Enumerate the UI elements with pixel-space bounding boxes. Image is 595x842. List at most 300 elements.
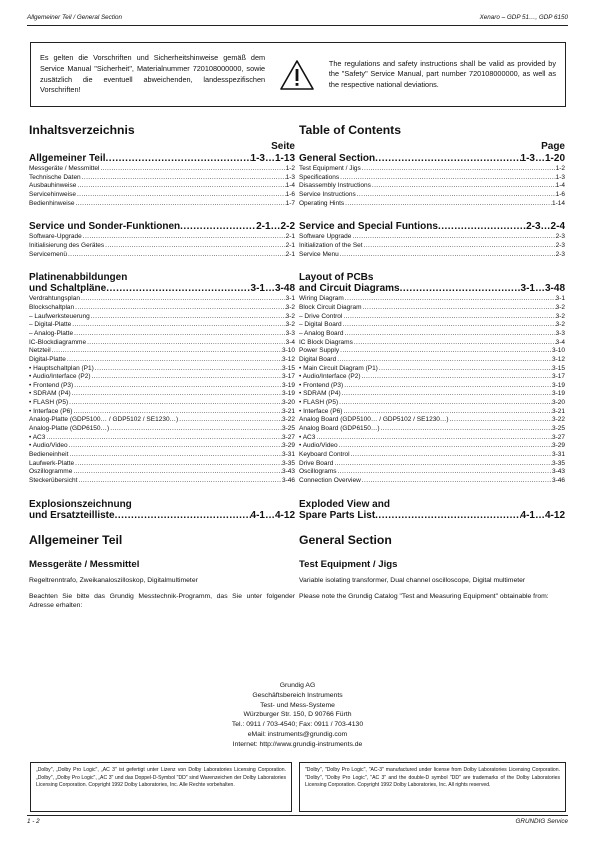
toc-entry-label: Bedieneinheit: [29, 451, 69, 459]
toc-section-heading[interactable]: [299, 221, 565, 232]
toc-entry[interactable]: [29, 425, 295, 434]
toc-leader: [75, 200, 286, 209]
toc-leader: [339, 347, 552, 356]
address-line: Grundig AG: [279, 682, 316, 689]
toc-section-heading[interactable]: [29, 153, 295, 164]
toc-entry-label: • Audio/Video: [299, 442, 338, 450]
toc-section-title-line1: Exploded View and: [299, 498, 390, 510]
toc-entry-label: Digital-Platte: [29, 355, 66, 363]
toc-entry-label: • AC3: [29, 433, 46, 441]
toc-entry[interactable]: [29, 442, 295, 451]
toc-leader: [72, 408, 282, 417]
toc-leader: [106, 153, 251, 164]
toc-entry-label: Operating Hints: [299, 199, 345, 207]
toc-leader: [81, 174, 286, 183]
toc-section-title-line1: Layout of PCBs: [299, 272, 374, 284]
toc-leader: [361, 373, 552, 382]
toc-entry[interactable]: [29, 399, 295, 408]
toc-entry-label: Block Circuit Diagram: [299, 303, 362, 311]
toc-entry-page: 3-46: [281, 477, 295, 485]
toc-entry-label: IC-Blockdiagramme: [29, 338, 87, 346]
toc-entry-page: 3-25: [281, 425, 295, 433]
toc-entry-label: – Digital Board: [299, 321, 342, 329]
toc-entry-page: 3-1: [555, 295, 565, 303]
toc-section-page: 1-3…1-20: [520, 153, 565, 164]
toc-entry-page: 3-3: [285, 329, 295, 337]
header-right: Xenaro – GDP 51…, GDP 6150: [479, 14, 568, 21]
toc-entry[interactable]: [29, 434, 295, 443]
toc-entry[interactable]: [299, 373, 565, 382]
toc-leader: [353, 339, 556, 348]
general-paragraph-2: Please note the Grundig Catalog "Test and Measuring Equipment" obtainable from:: [299, 592, 549, 600]
toc-entry[interactable]: [29, 304, 295, 313]
toc-entry-label: Servicemenü: [29, 250, 67, 258]
toc-leader: [336, 356, 552, 365]
toc-section-title: Allgemeiner Teil: [29, 153, 106, 164]
address-line: eMail: instruments@grundig.com: [247, 730, 348, 738]
toc-entry[interactable]: [29, 339, 295, 348]
toc-entry-page: 2-3: [555, 233, 565, 241]
toc-entry-label: Test Equipment / Jigs: [299, 165, 361, 172]
toc-leader: [115, 510, 251, 521]
toc-entry-label: Analog Board (GDP5100… / GDP5102 / SE1230…): [299, 416, 449, 424]
toc-entry[interactable]: [29, 313, 295, 322]
toc-entry-label: Verdrahtungsplan: [29, 295, 80, 303]
toc-entry[interactable]: [29, 382, 295, 391]
toc-entry-label: Technische Daten: [29, 173, 81, 181]
toc-leader: [109, 425, 282, 434]
toc-entry-label: • FLASH (P5): [299, 399, 339, 407]
toc-leader: [77, 477, 282, 486]
toc-section-heading[interactable]: [29, 221, 295, 232]
toc-entry[interactable]: [29, 242, 295, 251]
toc-entry-page: 3-25: [551, 425, 565, 433]
toc-entry-label: • Frontend (P3): [29, 381, 74, 389]
toc-entry-label: Service Menu: [299, 250, 339, 258]
toc-entry-label: • SDRAM (P4): [29, 390, 71, 398]
toc-entry-label: Netzteil: [29, 347, 51, 355]
toc-entry-page: 3-19: [551, 390, 565, 398]
toc-entry-label: Analog-Platte (GDP6150…): [29, 425, 110, 433]
toc-entry-label: – Analog-Platte: [29, 329, 74, 337]
toc-leader: [375, 510, 520, 521]
toc-entry-label: Laufwerk-Platte: [29, 459, 75, 467]
toc-entry-page: 3-29: [551, 442, 565, 450]
toc-entry-page: 3-19: [551, 381, 565, 389]
toc-leader: [71, 321, 285, 330]
toc-page-label: Seite: [271, 141, 295, 152]
toc-entry-label: • Interface (P6): [29, 407, 73, 415]
toc-section-page: 3-1…3-48: [520, 283, 565, 295]
toc-entry-label: Steckerübersicht: [29, 477, 78, 485]
toc-entry[interactable]: [299, 233, 565, 242]
toc-entry-page: 3-27: [551, 433, 565, 441]
toc-leader: [339, 174, 555, 183]
toc-entry[interactable]: [29, 468, 295, 477]
toc-entry-page: 3-19: [281, 390, 295, 398]
toc-entry-page: 3-29: [281, 442, 295, 450]
toc-leader: [76, 191, 286, 200]
toc-entry-page: 3-2: [555, 321, 565, 329]
license-note-en: "Dolby", "Dolby Pro Logic", "AC-3" manufactured under license from Dolby Laboratories Licensing Corporation. "Dolby", "Dolby Pro Logic", "AC 3" and the double-D symbol "DD" are trademarks of the Dolby Laboratories Licensing Corporation. Copyright 1992 Dolby Laboratories, Inc. All rights reserved.: [299, 762, 566, 812]
toc-section-title-line1: Platinenabbildungen: [29, 272, 128, 284]
toc-entry[interactable]: [299, 339, 565, 348]
section-gap: [299, 208, 565, 221]
toc-leader: [375, 153, 520, 164]
toc-entry-page: 3-35: [551, 459, 565, 467]
toc-leader: [400, 283, 521, 294]
toc-entry[interactable]: [299, 182, 565, 191]
toc-entry[interactable]: [299, 330, 565, 339]
toc-entry-page: 1-2: [285, 165, 295, 172]
toc-entry-page: 3-1: [285, 295, 295, 303]
toc-entry-label: Keyboard Control: [299, 451, 350, 459]
toc-leader: [66, 356, 282, 365]
toc-section-page: 4-1…4-12: [250, 509, 295, 521]
toc-entry-page: 3-10: [281, 347, 295, 355]
toc-leader: [371, 182, 556, 191]
toc-entry-page: 1-7: [285, 199, 295, 207]
toc-leader: [99, 165, 285, 174]
toc-entry-label: Servicehinweise: [29, 190, 76, 198]
general-section-title: Allgemeiner Teil: [29, 532, 123, 547]
address-line: Internet: http://www.grundig-instruments.de: [232, 740, 363, 748]
toc-leader: [45, 434, 282, 443]
toc-entry-label: Initialisierung des Gerätes: [29, 241, 105, 249]
toc-entry[interactable]: [29, 251, 295, 260]
toc-entry-label: • Audio/Interface (P2): [299, 373, 361, 381]
toc-leader: [361, 165, 556, 174]
toc-entry-page: 1-6: [555, 190, 565, 198]
toc-entry-label: • AC3: [299, 433, 316, 441]
toc-entry[interactable]: [29, 408, 295, 417]
toc-entry-page: 3-4: [555, 338, 565, 346]
toc-leader: [82, 233, 286, 242]
section-gap: [29, 486, 295, 499]
toc-entry[interactable]: [299, 477, 565, 486]
toc-entry-page: 2-1: [285, 250, 295, 258]
toc-leader: [339, 251, 556, 260]
toc-entry[interactable]: [299, 304, 565, 313]
toc-entry[interactable]: [29, 477, 295, 486]
toc-leader: [342, 313, 555, 322]
toc-entry-label: • Frontend (P3): [299, 381, 344, 389]
toc-entry-label: – Digital-Platte: [29, 321, 72, 329]
section-gap: [299, 522, 565, 531]
toc-entry-label: Analog-Platte (GDP5100… / GDP5102 / SE1230…): [29, 416, 179, 424]
toc-entry-label: Software Upgrade: [299, 233, 352, 241]
toc-entry[interactable]: [299, 191, 565, 200]
header-left: Allgemeiner Teil / General Section: [27, 14, 122, 21]
general-section-subtitle: Test Equipment / Jigs: [299, 558, 398, 570]
toc-entry-label: Bedienhinweise: [29, 199, 75, 207]
toc-entry-page: 2-3: [555, 250, 565, 258]
toc-entry-label: Power Supply: [299, 347, 340, 355]
toc-entry[interactable]: [299, 390, 565, 399]
toc-entry-label: Wiring Diagram: [299, 295, 344, 303]
toc-entry[interactable]: [299, 295, 565, 304]
toc-section-title: und Schaltpläne: [29, 283, 107, 295]
toc-entry[interactable]: [299, 399, 565, 408]
toc-leader: [333, 460, 552, 469]
toc-entry-page: 3-21: [551, 407, 565, 415]
toc-entry-page: 3-31: [281, 451, 295, 459]
toc-entry[interactable]: [299, 416, 565, 425]
toc-leader: [180, 221, 256, 232]
toc-entry[interactable]: [29, 347, 295, 356]
toc-leader: [51, 347, 282, 356]
toc-leader: [356, 191, 556, 200]
toc-entry[interactable]: [29, 191, 295, 200]
toc-entry-label: Digital Board: [299, 355, 337, 363]
toc-entry[interactable]: [29, 356, 295, 365]
toc-leader: [363, 242, 556, 251]
toc-section-page: 2-1…2-2: [256, 221, 295, 233]
toc-entry[interactable]: [29, 182, 295, 191]
toc-section-page: 1-3…1-13: [250, 153, 295, 164]
toc-entry-page: 3-19: [281, 381, 295, 389]
toc-entry-page: 3-10: [551, 347, 565, 355]
address-line: Würzburger Str. 150, D 90766 Fürth: [243, 711, 352, 719]
general-paragraph-1: Variable isolating transformer, Dual channel oscilloscope, Digital multimeter: [299, 576, 526, 584]
toc-section-title: Service and Special Funtions: [299, 221, 438, 233]
toc-entry-page: 3-15: [281, 364, 295, 372]
toc-entry-page: 3-4: [285, 338, 295, 346]
toc-entry[interactable]: [29, 200, 295, 209]
toc-entry[interactable]: [29, 365, 295, 374]
page-footer: [27, 815, 568, 825]
toc-entry[interactable]: [299, 442, 565, 451]
toc-entry-page: 3-12: [551, 355, 565, 363]
toc-leader: [91, 373, 282, 382]
toc-entry-page: 3-46: [551, 477, 565, 485]
toc-entry[interactable]: [29, 174, 295, 183]
toc-title: Table of Contents: [299, 123, 402, 137]
toc-leader: [74, 304, 285, 313]
toc-entry-label: Initialization of the Set: [299, 241, 363, 249]
toc-section-page: 2-3…2-4: [526, 221, 565, 233]
toc-leader: [104, 242, 285, 251]
toc-entry-page: 3-2: [285, 312, 295, 320]
toc-section-title: Spare Parts List: [299, 509, 376, 521]
toc-entry-page: 2-1: [285, 241, 295, 249]
toc-section-title-line1: Explosionszeichnung: [29, 498, 132, 510]
toc-entry[interactable]: [299, 174, 565, 183]
toc-entry[interactable]: [299, 200, 565, 209]
toc-entry[interactable]: [299, 321, 565, 330]
toc-leader: [90, 313, 286, 322]
toc-entry[interactable]: [299, 165, 565, 174]
safety-notice-en: The regulations and safety instructions shall be valid as provided by the "Safety" Service Manual, part number 720108000000, as well as the respective national deviations.: [328, 58, 556, 89]
page-header: [27, 14, 568, 26]
toc-leader: [72, 468, 282, 477]
toc-entry-label: Drive Board: [299, 459, 334, 467]
toc-entry-page: 3-17: [551, 373, 565, 381]
toc-leader: [67, 251, 286, 260]
toc-en-column: [299, 123, 565, 601]
safety-notice-de: Es gelten die Vorschriften und Sicherheitshinweise gemäß dem Service Manual "Sicherheit", Materialnummer 720108000000, sowie zusätzlich die eventuell abweichenden, landesspezifischen Vorschriften!: [40, 53, 266, 95]
toc-entry-page: 3-27: [281, 433, 295, 441]
toc-entry-page: 3-2: [555, 312, 565, 320]
warning-triangle-icon: [274, 43, 320, 106]
toc-leader: [343, 382, 552, 391]
toc-leader: [73, 330, 286, 339]
toc-entry[interactable]: [299, 382, 565, 391]
toc-entry[interactable]: [29, 460, 295, 469]
section-gap: [29, 259, 295, 272]
toc-entry-page: 3-35: [281, 459, 295, 467]
toc-entry-page: 1-4: [555, 182, 565, 190]
toc-entry-label: Specifications: [299, 173, 340, 181]
toc-entry-label: Software-Upgrade: [29, 233, 82, 241]
toc-entry[interactable]: [299, 347, 565, 356]
page-number: 1 - 2: [27, 818, 40, 825]
toc-entry-label: Oscillograms: [299, 468, 337, 476]
toc-leader: [380, 425, 552, 434]
toc-leader: [86, 339, 286, 348]
toc-entry[interactable]: [29, 373, 295, 382]
toc-entry-label: Analog Board (GDP6150…): [299, 425, 380, 433]
address-line: Tel.: 0911 / 703-4540; Fax: 0911 / 703-4130: [231, 721, 364, 729]
toc-entry[interactable]: [299, 451, 565, 460]
toc-entry[interactable]: [299, 356, 565, 365]
toc-entry-page: 3-3: [555, 329, 565, 337]
footer-brand: GRUNDIG Service: [515, 818, 568, 825]
toc-section-heading[interactable]: [29, 510, 295, 521]
toc-page-label: Page: [541, 141, 565, 152]
toc-entry-page: 3-12: [281, 355, 295, 363]
toc-entry[interactable]: [299, 460, 565, 469]
toc-entry-page: 3-21: [281, 407, 295, 415]
section-gap: [299, 486, 565, 499]
section-gap: [29, 208, 295, 221]
toc-section-page: 4-1…4-12: [520, 509, 565, 521]
toc-entry[interactable]: [29, 390, 295, 399]
toc-entry-label: Oszillogramme: [29, 468, 73, 476]
toc-section-title: General Section: [299, 153, 376, 164]
toc-leader: [362, 304, 556, 313]
address-line: Test- und Mess-Systeme: [260, 701, 335, 709]
toc-leader: [351, 233, 555, 242]
toc-entry-label: Ausbauhinweise: [29, 182, 77, 190]
toc-leader: [449, 416, 552, 425]
toc-entry-page: 3-22: [281, 416, 295, 424]
toc-entry-page: 1-3: [285, 173, 295, 181]
toc-section-title: and Circuit Diagrams: [299, 283, 400, 295]
toc-leader: [342, 321, 556, 330]
toc-entry-label: • FLASH (P5): [29, 399, 69, 407]
toc-leader: [342, 408, 552, 417]
toc-section-heading[interactable]: [299, 510, 565, 521]
toc-entry[interactable]: [299, 313, 565, 322]
toc-entry-page: 3-22: [551, 416, 565, 424]
toc-entry-label: – Analog Board: [299, 329, 344, 337]
toc-section-heading[interactable]: [299, 153, 565, 164]
license-note-de: „Dolby", „Dolby Pro Logic", „AC 3" ist gefertigt unter Lizenz von Dolby Laboratories Licensing Corporation. „Dolby", „Dolby Pro Logic", „AC 3" und das Doppel-D-Symbol "DD" sind Warenzeichen der Dolby Laboratories Licensing Corporation. Copyright 1992 Dolby Laboratories, Inc. Alle Rechte vorbehalten.: [30, 762, 292, 812]
toc-de-column: [29, 123, 295, 611]
toc-entry[interactable]: [29, 321, 295, 330]
toc-leader: [94, 365, 282, 374]
address-line: Geschäftsbereich Instruments: [252, 691, 343, 699]
toc-leader: [178, 416, 282, 425]
toc-entry-page: 1-2: [555, 165, 565, 172]
toc-entry-label: • Main Circuit Diagram (P1): [299, 364, 378, 372]
toc-leader: [76, 182, 285, 191]
toc-entry[interactable]: [299, 242, 565, 251]
toc-entry-label: Disassembly Instructions: [299, 182, 371, 190]
toc-leader: [74, 460, 282, 469]
toc-entry-page: 3-20: [551, 399, 565, 407]
toc-entry-page: 3-43: [281, 468, 295, 476]
section-gap: [29, 522, 295, 531]
toc-section-heading[interactable]: [29, 283, 295, 294]
toc-leader: [68, 399, 282, 408]
toc-entry[interactable]: [29, 165, 295, 174]
toc-section-heading[interactable]: [299, 283, 565, 294]
toc-entry-page: 3-2: [285, 321, 295, 329]
toc-leader: [361, 477, 552, 486]
toc-entry-label: Connection Overview: [299, 477, 361, 485]
toc-section-title: Service und Sonder-Funktionen: [29, 221, 181, 233]
toc-entry-page: 2-3: [555, 241, 565, 249]
toc-entry-label: Messgeräte / Messmittel: [29, 165, 100, 172]
toc-leader: [350, 451, 552, 460]
toc-entry-page: 3-15: [551, 364, 565, 372]
general-section-subtitle: Messgeräte / Messmittel: [29, 558, 140, 570]
toc-entry-page: 1-14: [551, 199, 565, 207]
toc-entry[interactable]: [299, 365, 565, 374]
general-section-title: General Section: [299, 532, 392, 547]
toc-entry[interactable]: [29, 330, 295, 339]
toc-leader: [344, 200, 552, 209]
toc-entry[interactable]: [29, 451, 295, 460]
safety-notice: [30, 42, 566, 107]
toc-entry-label: – Drive Control: [299, 312, 343, 320]
section-gap: [299, 259, 565, 272]
toc-entry[interactable]: [299, 434, 565, 443]
toc-entry-page: 3-2: [555, 303, 565, 311]
toc-leader: [341, 390, 552, 399]
toc-entry-page: 1-4: [285, 182, 295, 190]
address-block: [0, 681, 595, 750]
toc-entry[interactable]: [299, 408, 565, 417]
toc-leader: [68, 451, 282, 460]
toc-leader: [337, 468, 552, 477]
toc-entry[interactable]: [299, 468, 565, 477]
toc-entry[interactable]: [29, 233, 295, 242]
toc-leader: [338, 442, 552, 451]
toc-leader: [343, 330, 555, 339]
toc-entry-label: • Audio/Video: [29, 442, 68, 450]
toc-entry[interactable]: [29, 416, 295, 425]
toc-leader: [106, 283, 250, 294]
toc-entry-label: • Interface (P6): [299, 407, 343, 415]
toc-entry[interactable]: [299, 251, 565, 260]
toc-entry-page: 3-31: [551, 451, 565, 459]
toc-leader: [338, 399, 552, 408]
toc-entry-page: 2-1: [285, 233, 295, 241]
toc-entry-label: • Audio/Interface (P2): [29, 373, 91, 381]
toc-entry-page: 1-3: [555, 173, 565, 181]
toc-entry[interactable]: [299, 425, 565, 434]
toc-leader: [80, 295, 286, 304]
toc-entry[interactable]: [29, 295, 295, 304]
toc-leader: [68, 442, 282, 451]
toc-entry-label: Blockschaltplan: [29, 303, 75, 311]
toc-leader: [438, 221, 526, 232]
toc-entry-label: • Hauptschaltplan (P1): [29, 364, 94, 372]
toc-entry-label: • SDRAM (P4): [299, 390, 341, 398]
